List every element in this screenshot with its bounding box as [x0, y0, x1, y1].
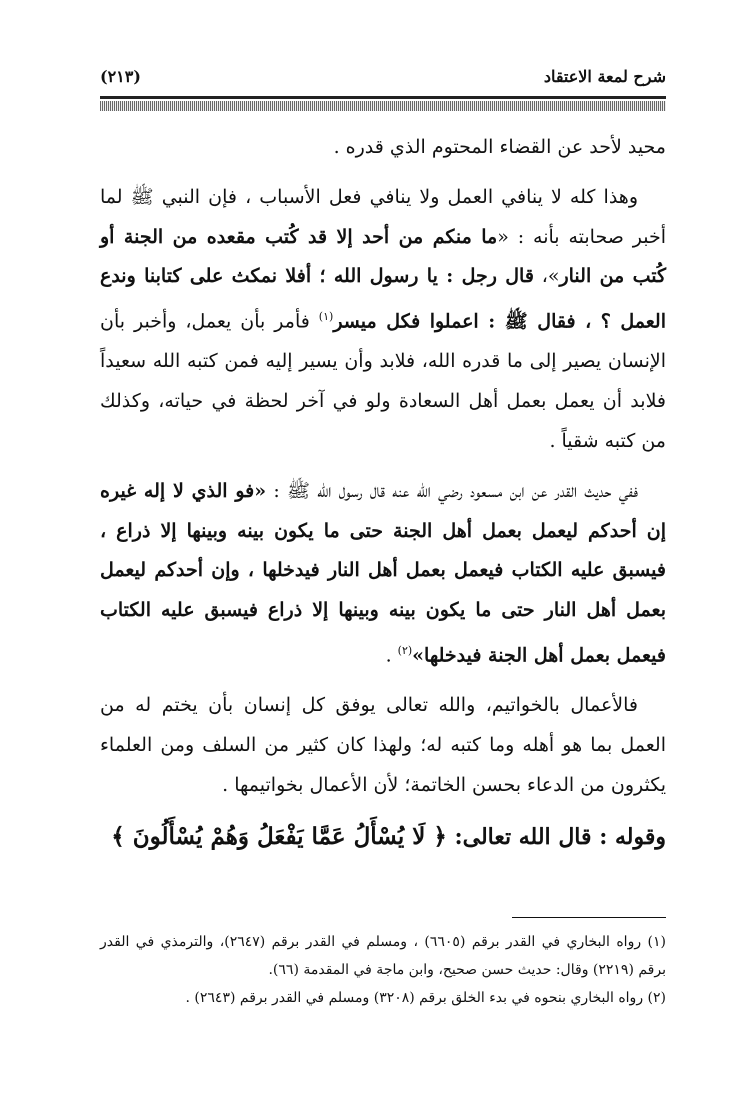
- p3-text-a: ففي حديث القدر عن ابن مسعود رضي الله عنه قال رسول الله ﷺ :: [273, 479, 638, 502]
- verse-line: [100, 815, 666, 859]
- footnote-1: [100, 928, 666, 984]
- p3-end: .: [385, 644, 398, 667]
- paragraph-2: [100, 178, 666, 462]
- hadith-quote-1: ما منكم من أحد إلا قد كُتب مقعده من الجنة أو كُتب من النار: [100, 225, 667, 288]
- footnote-ref-1[interactable]: (١): [318, 310, 334, 324]
- hadith-quote-2: قال رجل : يا رسول الله ؛ أفلا نمكث على كتابنا وندع العمل ؟ ، فقال ﷺ : اعملوا فكل ميسر: [100, 265, 666, 333]
- header-title: شرح لمعة الاعتقاد: [543, 66, 666, 86]
- running-header: [100, 58, 666, 94]
- p2-text-a: وهذا كله لا ينافي العمل ولا ينافي فعل الأسباب ، فإن النبي ﷺ لما أخبر صحابته بأنه : «: [100, 185, 666, 248]
- footnote-separator: [512, 917, 666, 918]
- footnote-1-number: (١): [647, 934, 667, 950]
- footnotes: [100, 928, 666, 1012]
- footnote-2-text: رواه البخاري بنحوه في بدء الخلق برقم (٣٢٠٨) ومسلم في القدر برقم (٢٦٤٣) .: [185, 990, 644, 1006]
- footnote-ref-2[interactable]: (٢): [397, 643, 413, 657]
- paragraph-4: فالأعمال بالخواتيم، والله تعالى يوفق كل إنسان بأن يختم له من العمل بما هو أهله وما كتبه له؛ ولهذا كان كثير من السلف ومن العلماء يكثرون من الدعاء بحسن الخاتمة؛ لأن الأعمال بخواتيمها .: [100, 694, 666, 796]
- header-rule: [100, 96, 666, 99]
- page-number: (٢١٣): [100, 66, 141, 86]
- paragraph-3: [100, 472, 666, 676]
- verse-intro: وقوله :: [599, 824, 666, 851]
- paragraph-1: محيد لأحد عن القضاء المحتوم الذي قدره .: [333, 136, 666, 158]
- p2-text-c: فأمر بأن يعمل، وأخبر بأن الإنسان يصير إلى ما قدره الله، فلابد وأن يسير إليه فمن كتبه الله سعيداً فلابد أن يعمل بعمل أهل السعادة ولو في آخر لحظة في حياته، وكذلك من كتبه شقياً .: [100, 310, 666, 452]
- footnote-1-text: رواه البخاري في القدر برقم (٦٦٠٥) ، ومسلم في القدر برقم (٢٦٤٧)، والترمذي في القدر برقم (٢٢١٩) وقال: حديث حسن صحيح، وابن ماجة في المقدمة (٦٦).: [100, 934, 666, 978]
- verse-said: قال الله تعالى:: [446, 824, 592, 851]
- p2-text-b: »،: [533, 265, 560, 288]
- footnote-2-number: (٢): [647, 990, 666, 1006]
- hadith-quote-3: «فو الذي لا إله غيره إن أحدكم ليعمل بعمل أهل الجنة حتى ما يكون بينه وبينها إلا ذراع ، فيسبق عليه الكتاب فيعمل بعمل أهل النار فيدخلها ، وإن أحدكم ليعمل بعمل أهل النار حتى ما يكون بينه وبينها إلا ذراع فيسبق عليه الكتاب فيعمل بعمل أهل الجنة فيدخلها»: [100, 479, 666, 667]
- main-text: [100, 128, 666, 869]
- footnote-2: [100, 984, 666, 1012]
- quran-verse: ﴿ لَا يُسْأَلُ عَمَّا يَفْعَلُ وَهُمْ يُسْأَلُونَ ﴾: [111, 823, 447, 851]
- header-decorative-band: [100, 101, 666, 111]
